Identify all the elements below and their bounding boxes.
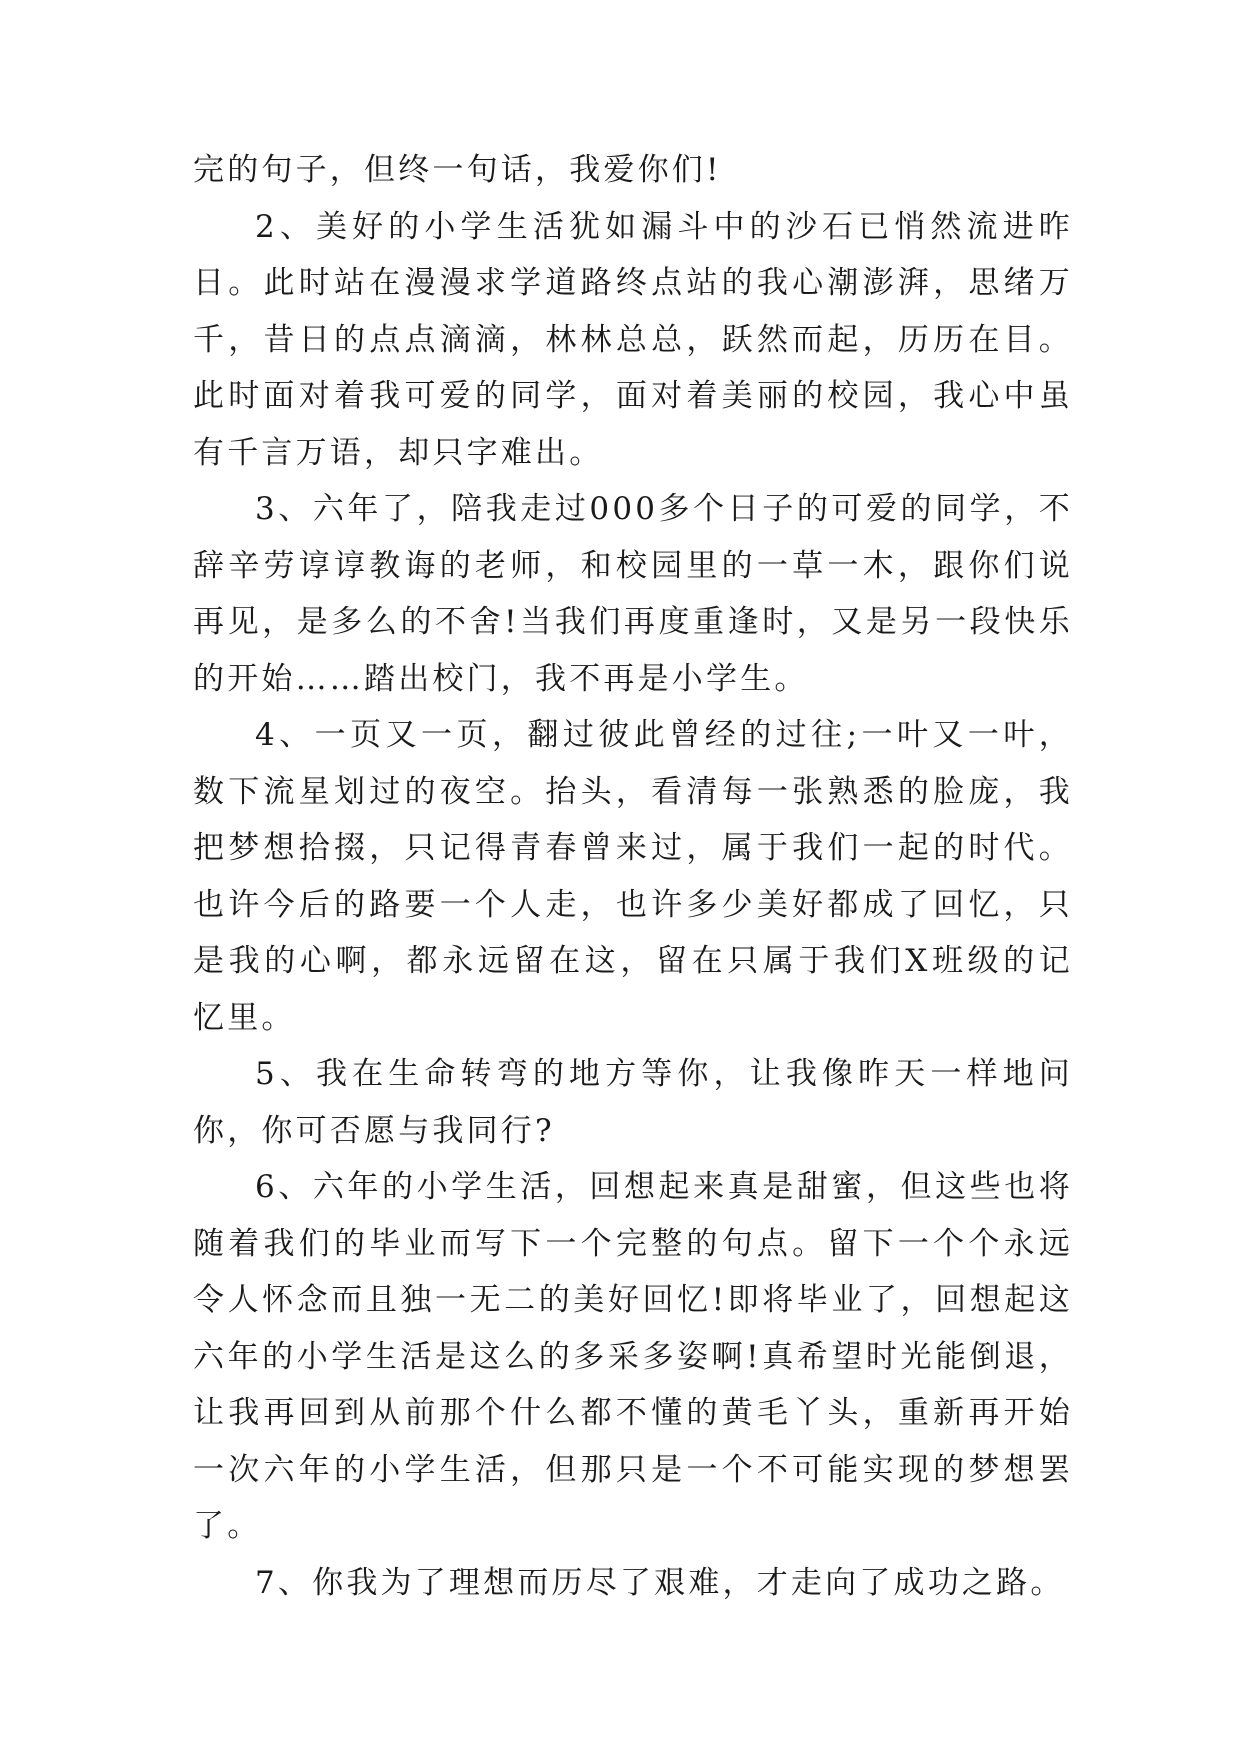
- paragraph-continuation: 完的句子，但终一句话，我爱你们!: [193, 152, 722, 188]
- paragraph-2: 2、美好的小学生活犹如漏斗中的沙石已悄然流进昨日。此时站在漫漫求学道路终点站的我心潮澎湃，思绪万千，昔日的点点滴滴，林林总总，跃然而起，历历在目。此时面对着我可爱的同学，面对着美丽的校园，我心中虽有千言万语，却只字难出。: [193, 208, 1073, 471]
- paragraph-6: 6、六年的小学生活，回想起来真是甜蜜，但这些也将随着我们的毕业而写下一个完整的句点。留下一个个永远令人怀念而且独一无二的美好回忆!即将毕业了，回想起这六年的小学生活是这么的多采多姿啊!真希望时光能倒退，让我再回到从前那个什么都不懂的黄毛丫头，重新再开始一次六年的小学生活，但那只是一个不可能实现的梦想罢了。: [193, 1169, 1073, 1544]
- paragraph-7: 7、你我为了理想而历尽了艰难，才走向了成功之路。: [255, 1564, 1065, 1601]
- document-body: [193, 142, 1073, 1611]
- paragraph-3: 3、六年了，陪我走过000多个日子的可爱的同学，不辞辛劳谆谆教诲的老师，和校园里的一草一木，跟你们说再见，是多么的不舍!当我们再度重逢时，又是另一段快乐的开始……踏出校门，我不再是小学生。: [193, 491, 1073, 697]
- paragraph-5: 5、我在生命转弯的地方等你，让我像昨天一样地问你，你可否愿与我同行?: [193, 1056, 1073, 1149]
- paragraph-4: 4、一页又一页，翻过彼此曾经的过往;一叶又一叶，数下流星划过的夜空。抬头，看清每一张熟悉的脸庞，我把梦想拾掇，只记得青春曾来过，属于我们一起的时代。也许今后的路要一个人走，也许多少美好都成了回忆，只是我的心啊，都永远留在这，留在只属于我们X班级的记忆里。: [193, 717, 1073, 1036]
